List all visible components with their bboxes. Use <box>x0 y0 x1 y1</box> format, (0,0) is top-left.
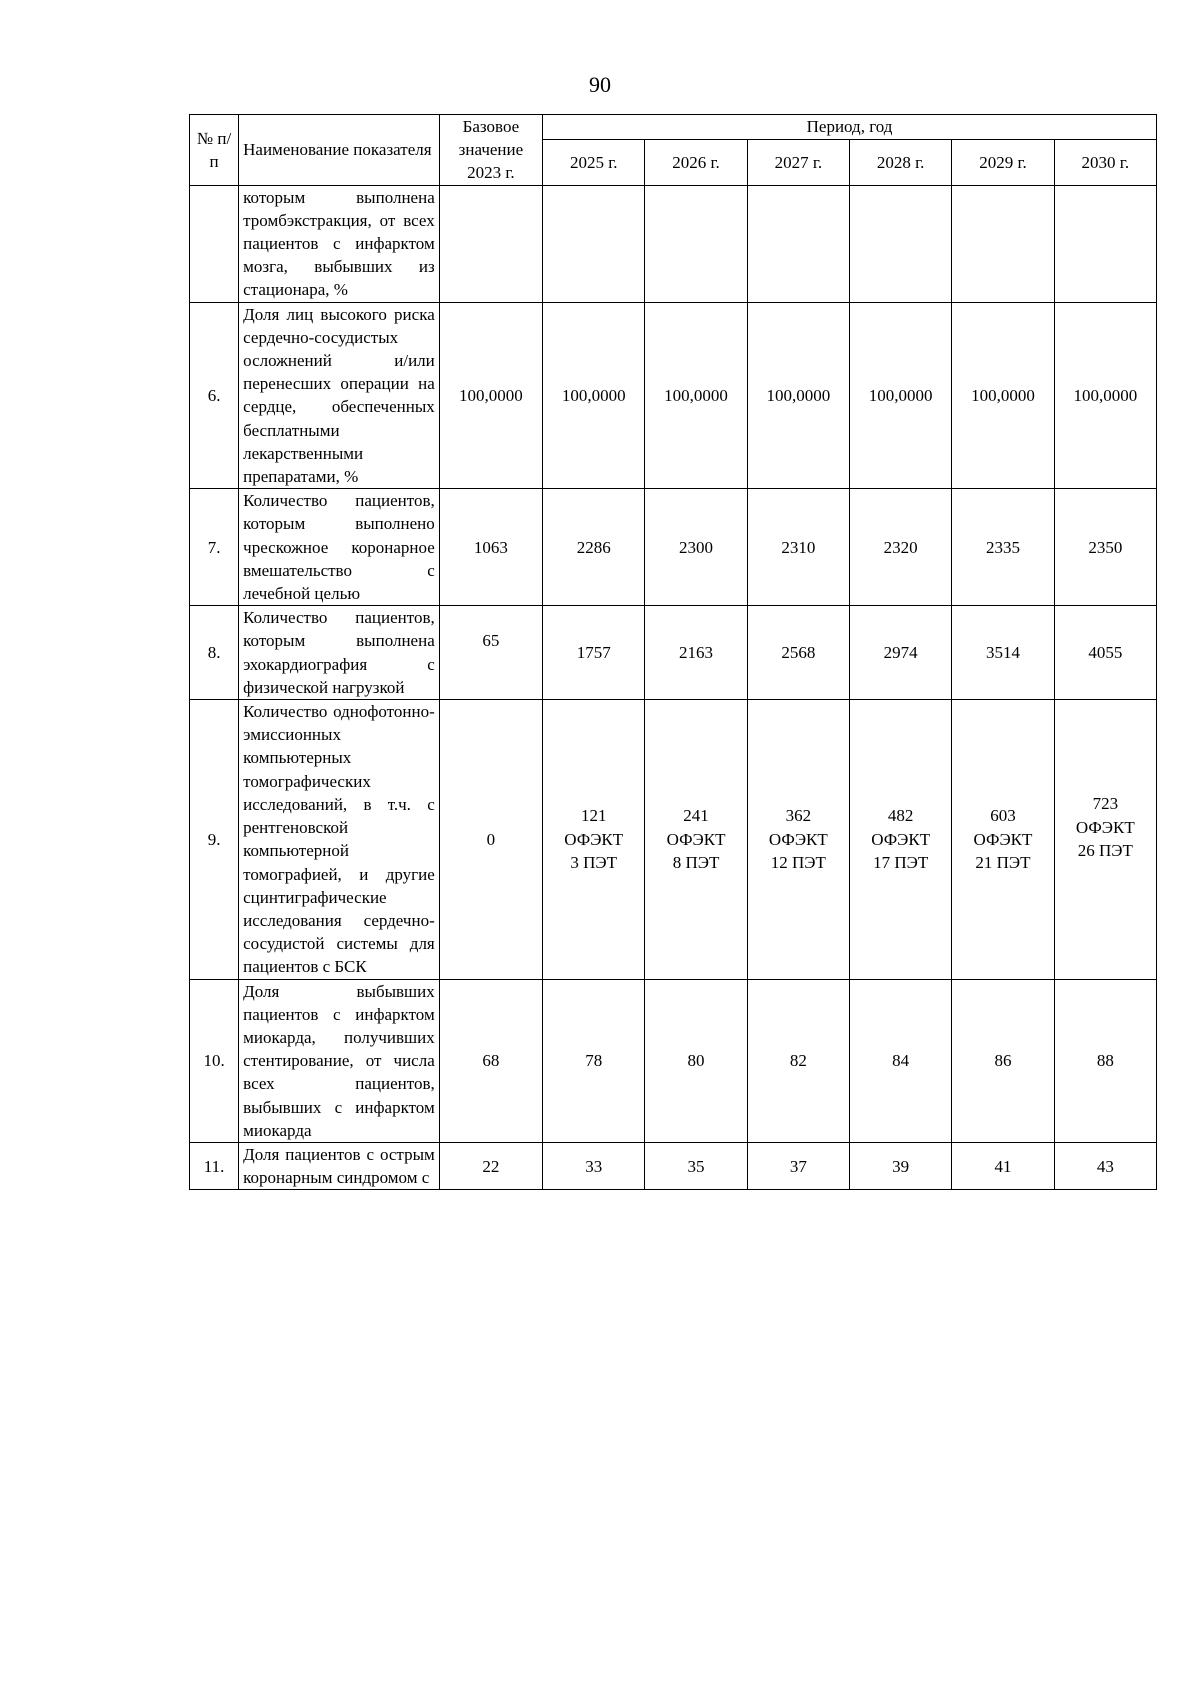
row-name: Количество однофотонно-эмиссионных компьютерных томографических исследований, в т.ч. с рентгеновской компьютерной томографией, и другие сцинтиграфические исследования сердечно-сосудистой системы для пациентов с БСК <box>239 700 440 979</box>
row-num: 6. <box>190 302 239 489</box>
table-row <box>190 979 1157 1142</box>
row-base: 1063 <box>439 489 542 606</box>
row-value: 33 <box>543 1142 645 1189</box>
row-base <box>439 185 542 302</box>
header-row-top <box>190 115 1157 140</box>
header-year-2029: 2029 г. <box>952 139 1054 185</box>
row-num: 11. <box>190 1142 239 1189</box>
row-num: 10. <box>190 979 239 1142</box>
header-base: Базовое значение 2023 г. <box>439 115 542 186</box>
row-value: 84 <box>850 979 952 1142</box>
row-value: 482 ОФЭКТ 17 ПЭТ <box>850 700 952 979</box>
row-value: 100,0000 <box>952 302 1054 489</box>
row-value: 37 <box>747 1142 849 1189</box>
row-value <box>645 185 747 302</box>
row-base: 65 <box>439 606 542 700</box>
table-row <box>190 606 1157 700</box>
header-year-2030: 2030 г. <box>1054 139 1156 185</box>
row-base: 0 <box>439 700 542 979</box>
table-row <box>190 1142 1157 1189</box>
row-value: 39 <box>850 1142 952 1189</box>
header-year-2028: 2028 г. <box>850 139 952 185</box>
row-value: 78 <box>543 979 645 1142</box>
table-row <box>190 700 1157 979</box>
row-value: 82 <box>747 979 849 1142</box>
row-base: 100,0000 <box>439 302 542 489</box>
row-value: 241 ОФЭКТ 8 ПЭТ <box>645 700 747 979</box>
row-value: 100,0000 <box>645 302 747 489</box>
row-value: 2300 <box>645 489 747 606</box>
row-value: 723 ОФЭКТ 26 ПЭТ <box>1054 700 1156 979</box>
header-name: Наименование показателя <box>239 115 440 186</box>
row-num: 9. <box>190 700 239 979</box>
header-period: Период, год <box>543 115 1157 140</box>
row-value: 41 <box>952 1142 1054 1189</box>
row-value: 2974 <box>850 606 952 700</box>
table-row <box>190 489 1157 606</box>
row-value: 80 <box>645 979 747 1142</box>
row-name: Доля лиц высокого риска сердечно-сосудистых осложнений и/или перенесших операции на сердце, обеспеченных бесплатными лекарственными препаратами, % <box>239 302 440 489</box>
row-value: 121 ОФЭКТ 3 ПЭТ <box>543 700 645 979</box>
row-value: 43 <box>1054 1142 1156 1189</box>
indicators-table <box>189 114 1157 1190</box>
row-num <box>190 185 239 302</box>
row-base: 22 <box>439 1142 542 1189</box>
page-number: 90 <box>589 72 611 97</box>
row-value: 2163 <box>645 606 747 700</box>
row-value: 86 <box>952 979 1054 1142</box>
header-year-2027: 2027 г. <box>747 139 849 185</box>
row-value: 2286 <box>543 489 645 606</box>
row-value: 100,0000 <box>850 302 952 489</box>
row-value <box>543 185 645 302</box>
row-value <box>850 185 952 302</box>
row-name: Количество пациентов, которым выполнена эхокардиография с физической нагрузкой <box>239 606 440 700</box>
row-value: 1757 <box>543 606 645 700</box>
row-value: 35 <box>645 1142 747 1189</box>
table-row <box>190 185 1157 302</box>
header-year-2026: 2026 г. <box>645 139 747 185</box>
row-value: 100,0000 <box>1054 302 1156 489</box>
row-value: 2320 <box>850 489 952 606</box>
header-num: № п/п <box>190 115 239 186</box>
row-num: 7. <box>190 489 239 606</box>
row-value: 4055 <box>1054 606 1156 700</box>
row-value: 88 <box>1054 979 1156 1142</box>
row-name: Доля выбывших пациентов с инфарктом миокарда, получивших стентирование, от числа всех пациентов, выбывших с инфарктом миокарда <box>239 979 440 1142</box>
row-name: которым выполнена тромбэкстракция, от всех пациентов с инфарктом мозга, выбывших из стационара, % <box>239 185 440 302</box>
header-year-2025: 2025 г. <box>543 139 645 185</box>
row-name: Доля пациентов с острым коронарным синдромом с <box>239 1142 440 1189</box>
row-value: 2335 <box>952 489 1054 606</box>
row-value <box>747 185 849 302</box>
row-value: 3514 <box>952 606 1054 700</box>
row-value: 362 ОФЭКТ 12 ПЭТ <box>747 700 849 979</box>
row-value: 2568 <box>747 606 849 700</box>
row-num: 8. <box>190 606 239 700</box>
row-value: 100,0000 <box>543 302 645 489</box>
row-value: 603 ОФЭКТ 21 ПЭТ <box>952 700 1054 979</box>
row-value: 100,0000 <box>747 302 849 489</box>
row-name: Количество пациентов, которым выполнено чрескожное коронарное вмешательство с лечебной целью <box>239 489 440 606</box>
row-value: 2350 <box>1054 489 1156 606</box>
row-base: 68 <box>439 979 542 1142</box>
row-value: 2310 <box>747 489 849 606</box>
row-value <box>1054 185 1156 302</box>
table-row <box>190 302 1157 489</box>
row-value <box>952 185 1054 302</box>
